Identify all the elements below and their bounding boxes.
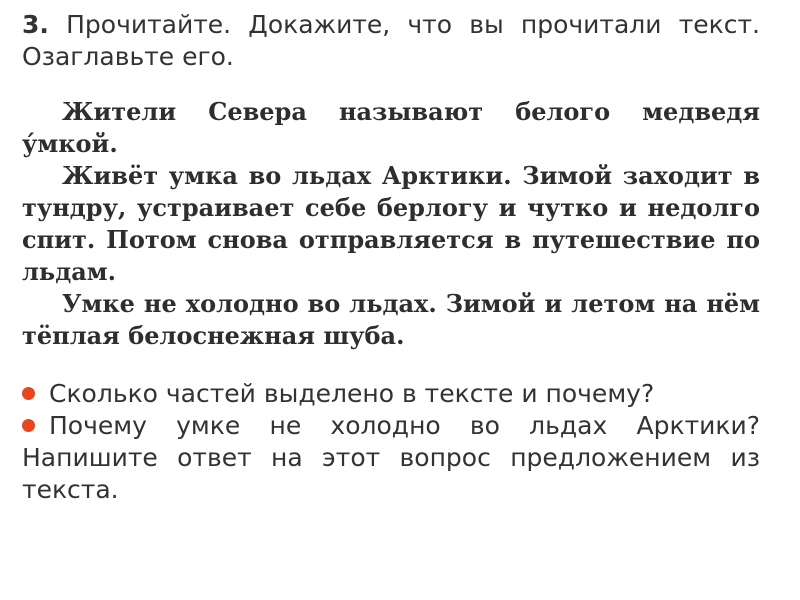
task-instruction (22, 9, 760, 73)
reading-text (22, 96, 760, 352)
bullet-icon (22, 419, 35, 432)
question-list (22, 378, 760, 506)
reading-paragraph: Умке не холодно во льдах. Зимой и летом на нём тёплая белоснежная шуба. (22, 289, 760, 350)
question-item (22, 410, 760, 506)
bullet-icon (22, 387, 35, 400)
question-item (22, 378, 760, 410)
task-number: 3. (22, 10, 49, 39)
question-text: Почему умке не холодно во льдах Арктики? Напишите ответ на этот вопрос предложением из текста. (22, 411, 760, 504)
reading-paragraph: Жители Севера называют белого медведя у́мкой. (22, 97, 760, 158)
task-text: Прочитайте. Докажите, что вы прочитали текст. Озаглавьте его. (22, 10, 761, 71)
reading-paragraph: Живёт умка во льдах Арктики. Зимой заходит в тундру, устраивает себе берлогу и чутко и недолго спит. Потом снова отправляется в путешествие по льдам. (22, 161, 760, 286)
question-text: Сколько частей выделено в тексте и почему? (49, 379, 655, 408)
